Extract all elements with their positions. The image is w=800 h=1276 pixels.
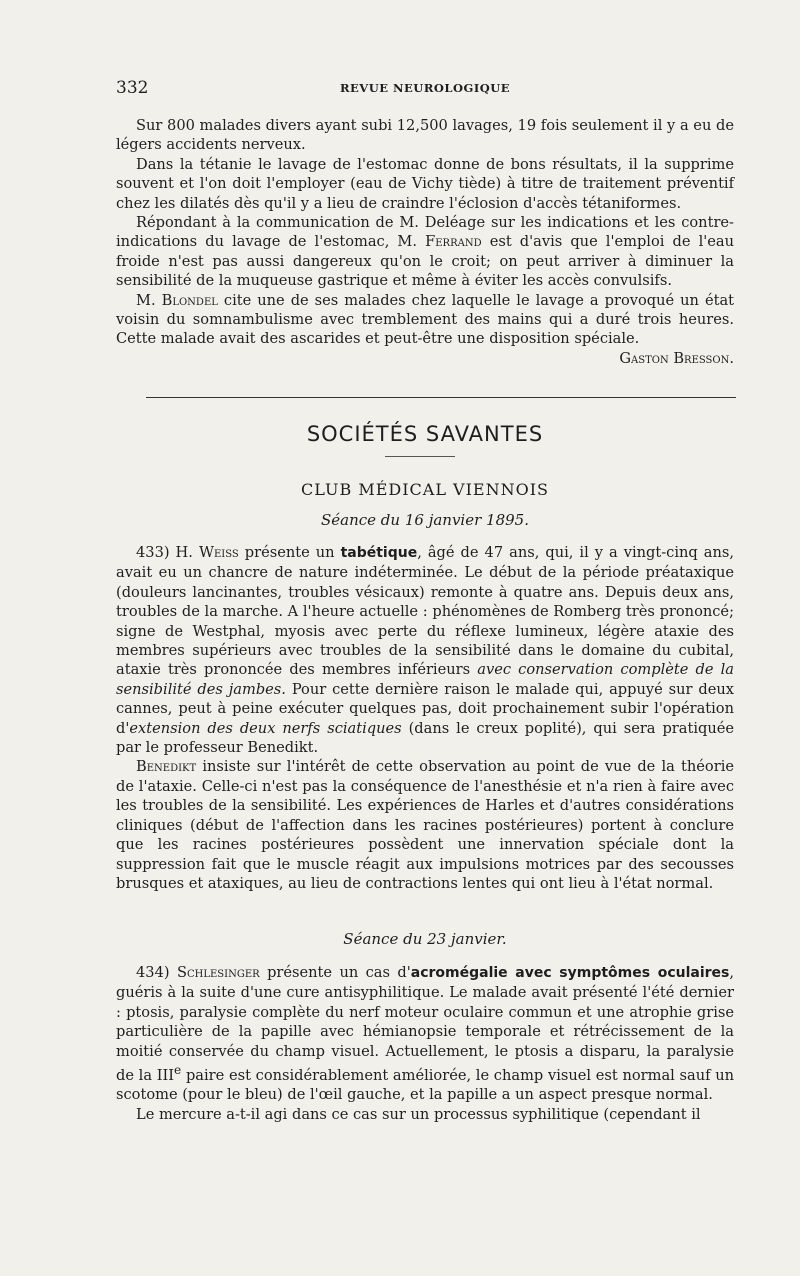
paragraph <box>116 213 734 291</box>
paragraph: Sur 800 malades divers ayant subi 12,500 lavages, 19 fois seulement il y a eu de légers accidents nerveux. <box>116 117 734 154</box>
author-name: Benedikt <box>136 758 197 776</box>
text: , âgé de 47 ans, qui, il y a vingt-cinq ans, avait eu un chancre de nature indéterminée. Le début de la période préataxique (douleurs lancinantes, troubles vésicaux) remonte à quatre ans. Depuis deux ans, troubles de la marche. A l'heure actuelle : phénomènes de Romberg très prononcé; signe de Westphal, myosis avec perte du réflexe lumineux, légère ataxie des membres supérieurs avec troubles de la sensibilité dans le domaine du cubital, ataxie très prononcée des membres inférieurs <box>116 544 735 679</box>
author-name: Blondel <box>161 291 218 309</box>
section-title: SOCIÉTÉS SAVANTES <box>306 422 544 446</box>
emphasis: extension des deux nerfs sciatiques <box>129 719 402 737</box>
paragraph <box>116 291 734 349</box>
running-title: REVUE NEUROLOGIQUE <box>339 81 511 95</box>
text: est d'avis que l'emploi de l'eau froide n'est pas aussi dangereux qu'on le croit; on peut arriver à diminuer la sensibilité de la muqueuse gastrique et même à éviter les accès convulsifs. <box>116 233 734 290</box>
text: insiste sur l'intérêt de cette observation au point de vue de la théorie de l'ataxie. Celle-ci n'est pas la conséquence de l'anesthésie et n'a rien à faire avec les troubles de la sensibilité. Les expériences de Harles et d'autres considérations cliniques (début de l'affection dans les racines postérieures) portent à conclure que les racines postérieures possèdent une innervation spéciale dont la suppression fait que le muscle réagit aux impulsions motrices par des secousses brusques et ataxiques, au lieu de contractions lentes qui ont lieu à l'état normal. <box>116 758 734 892</box>
signature: Gaston Bresson. <box>619 349 734 367</box>
superscript: e <box>174 1063 182 1078</box>
top-section <box>116 116 734 368</box>
keyword: tabétique <box>340 545 418 561</box>
abstract-number: 434) <box>136 964 170 981</box>
text: Répondant à la communication de M. Deléage sur les indications et les contre-indications du lavage de l'estomac, M. <box>116 214 734 251</box>
paragraph <box>116 757 734 893</box>
paragraph <box>116 963 734 1105</box>
text: , guéris à la suite d'une cure antisyphilitique. Le malade avait présenté l'été dernier : ptosis, paralysie complète du nerf moteur oculaire commun et une atrophie grise particulière de la papille avec hémianopsie temporale et rétrécissement de la moitié conservée du champ visuel. Actuellement, le ptosis a disparu, la paralysie de la III <box>116 964 735 1084</box>
paragraph <box>116 543 734 757</box>
text: cite une de ses malades chez laquelle le lavage a provoqué un état voisin du somnambulisme avec tremblement des mains qui a duré trois heures. Cette malade avait des ascarides et peut-être une disposition spéciale. <box>116 291 735 348</box>
title-underline <box>385 456 455 457</box>
paragraph: Dans la tétanie le lavage de l'estomac donne de bons résultats, il la supprime souvent et l'on doit l'employer (eau de Vichy tiède) à titre de traitement préventif chez les dilatés dès qu'il y a lieu de craindre l'éclosion d'accès tétaniformes. <box>116 155 734 212</box>
text: (dans le creux poplité), qui sera pratiquée par le professeur Benedikt. <box>116 719 735 757</box>
text: paire est considérablement améliorée, le champ visuel est normal sauf un scotome (pour le bleu) de l'œil gauche, et la papille a un aspect presque normal. <box>116 1066 735 1104</box>
seance-date: Séance du 16 janvier 1895. <box>321 511 529 529</box>
seance-date: Séance du 23 janvier. <box>343 930 507 948</box>
section-divider <box>146 397 736 398</box>
abstract-number: 433) H. <box>136 544 193 561</box>
page-header <box>116 78 734 100</box>
keyword: acromégalie avec symptômes oculaires <box>410 965 730 981</box>
author-name: Ferrand <box>425 233 482 251</box>
author-name: Weiss <box>198 544 239 561</box>
emphasis: avec conservation complète de la sensibilité des jambes. <box>116 661 735 698</box>
page-number: 332 <box>116 78 149 98</box>
abstract-433 <box>116 543 734 893</box>
author-name: Schlesinger <box>176 964 260 981</box>
text: M. <box>136 291 156 309</box>
club-title: CLUB MÉDICAL VIENNOIS <box>301 480 549 499</box>
abstract-434 <box>116 963 734 1124</box>
text: présente un cas d' <box>267 964 411 981</box>
paragraph: Le mercure a-t-il agi dans ce cas sur un processus syphilitique (cependant il <box>136 1105 701 1123</box>
text: Pour cette dernière raison le malade qui, appuyé sur deux cannes, peut à peine exécuter quelques pas, doit prochainement subir l'opération d' <box>116 680 734 737</box>
text: présente un <box>244 544 335 561</box>
